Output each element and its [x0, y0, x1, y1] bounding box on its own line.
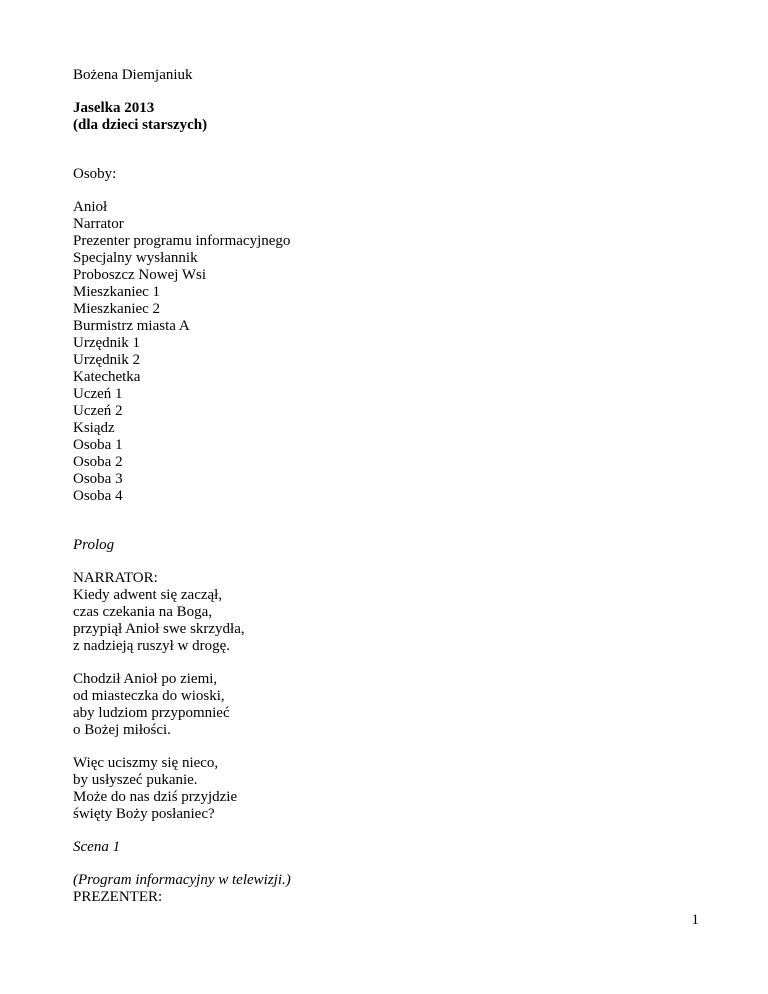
spacer — [73, 505, 693, 537]
spacer — [73, 655, 693, 671]
verse-line: z nadzieją ruszył w drogę. — [73, 638, 231, 654]
verse-line: od miasteczka do wioski, — [73, 688, 225, 704]
verse-line: Kiedy adwent się zaczął, — [73, 587, 223, 603]
document-title: Jaselka 2013 — [73, 100, 155, 116]
spacer — [73, 554, 693, 570]
document-subtitle: (dla dzieci starszych) — [73, 117, 208, 133]
character-item: Urzędnik 2 — [73, 352, 141, 368]
verse-line: aby ludziom przypomnieć — [73, 705, 230, 721]
character-item: Prezenter programu informacyjnego — [73, 233, 291, 249]
character-item: Mieszkaniec 1 — [73, 284, 161, 300]
verse-line: Więc uciszmy się nieco, — [73, 755, 219, 771]
page-number: 1 — [691, 912, 699, 928]
character-item: Osoba 2 — [73, 454, 123, 470]
character-item: Osoba 4 — [73, 488, 123, 504]
verse-line: święty Boży posłaniec? — [73, 806, 215, 822]
character-item: Ksiądz — [73, 420, 115, 436]
verse-line: o Bożej miłości. — [73, 722, 171, 738]
spacer — [73, 823, 693, 839]
character-item: Specjalny wysłannik — [73, 250, 198, 266]
verse-line: Może do nas dziś przyjdzie — [73, 789, 238, 805]
character-item: Proboszcz Nowej Wsi — [73, 267, 207, 283]
prologue-stanza-2 — [73, 671, 693, 739]
character-item: Osoba 1 — [73, 437, 123, 453]
character-item: Katechetka — [73, 369, 141, 385]
characters-list — [73, 199, 693, 505]
character-item: Osoba 3 — [73, 471, 123, 487]
spacer — [73, 856, 693, 872]
character-item: Urzędnik 1 — [73, 335, 141, 351]
spacer — [73, 134, 693, 166]
verse-line: przypiął Anioł swe skrzydła, — [73, 621, 245, 637]
prologue-stanza-1 — [73, 587, 693, 655]
character-item: Burmistrz miasta A — [73, 318, 190, 334]
character-item: Narrator — [73, 216, 124, 232]
character-item: Mieszkaniec 2 — [73, 301, 161, 317]
spacer — [73, 84, 693, 100]
spacer — [73, 739, 693, 755]
scene-heading: Scena 1 — [73, 839, 121, 855]
verse-line: Chodził Anioł po ziemi, — [73, 671, 218, 687]
verse-line: by usłyszeć pukanie. — [73, 772, 198, 788]
stage-direction: (Program informacyjny w telewizji.) — [73, 872, 291, 888]
presenter-speaker: PREZENTER: — [73, 889, 163, 905]
author-name: Bożena Diemjaniuk — [73, 67, 193, 83]
characters-heading: Osoby: — [73, 166, 117, 182]
prologue-heading: Prolog — [73, 537, 115, 553]
character-item: Uczeń 1 — [73, 386, 123, 402]
verse-line: czas czekania na Boga, — [73, 604, 213, 620]
document-page — [73, 67, 693, 906]
character-item: Uczeń 2 — [73, 403, 123, 419]
spacer — [73, 183, 693, 199]
narrator-speaker: NARRATOR: — [73, 570, 158, 586]
character-item: Anioł — [73, 199, 108, 215]
prologue-stanza-3 — [73, 755, 693, 823]
